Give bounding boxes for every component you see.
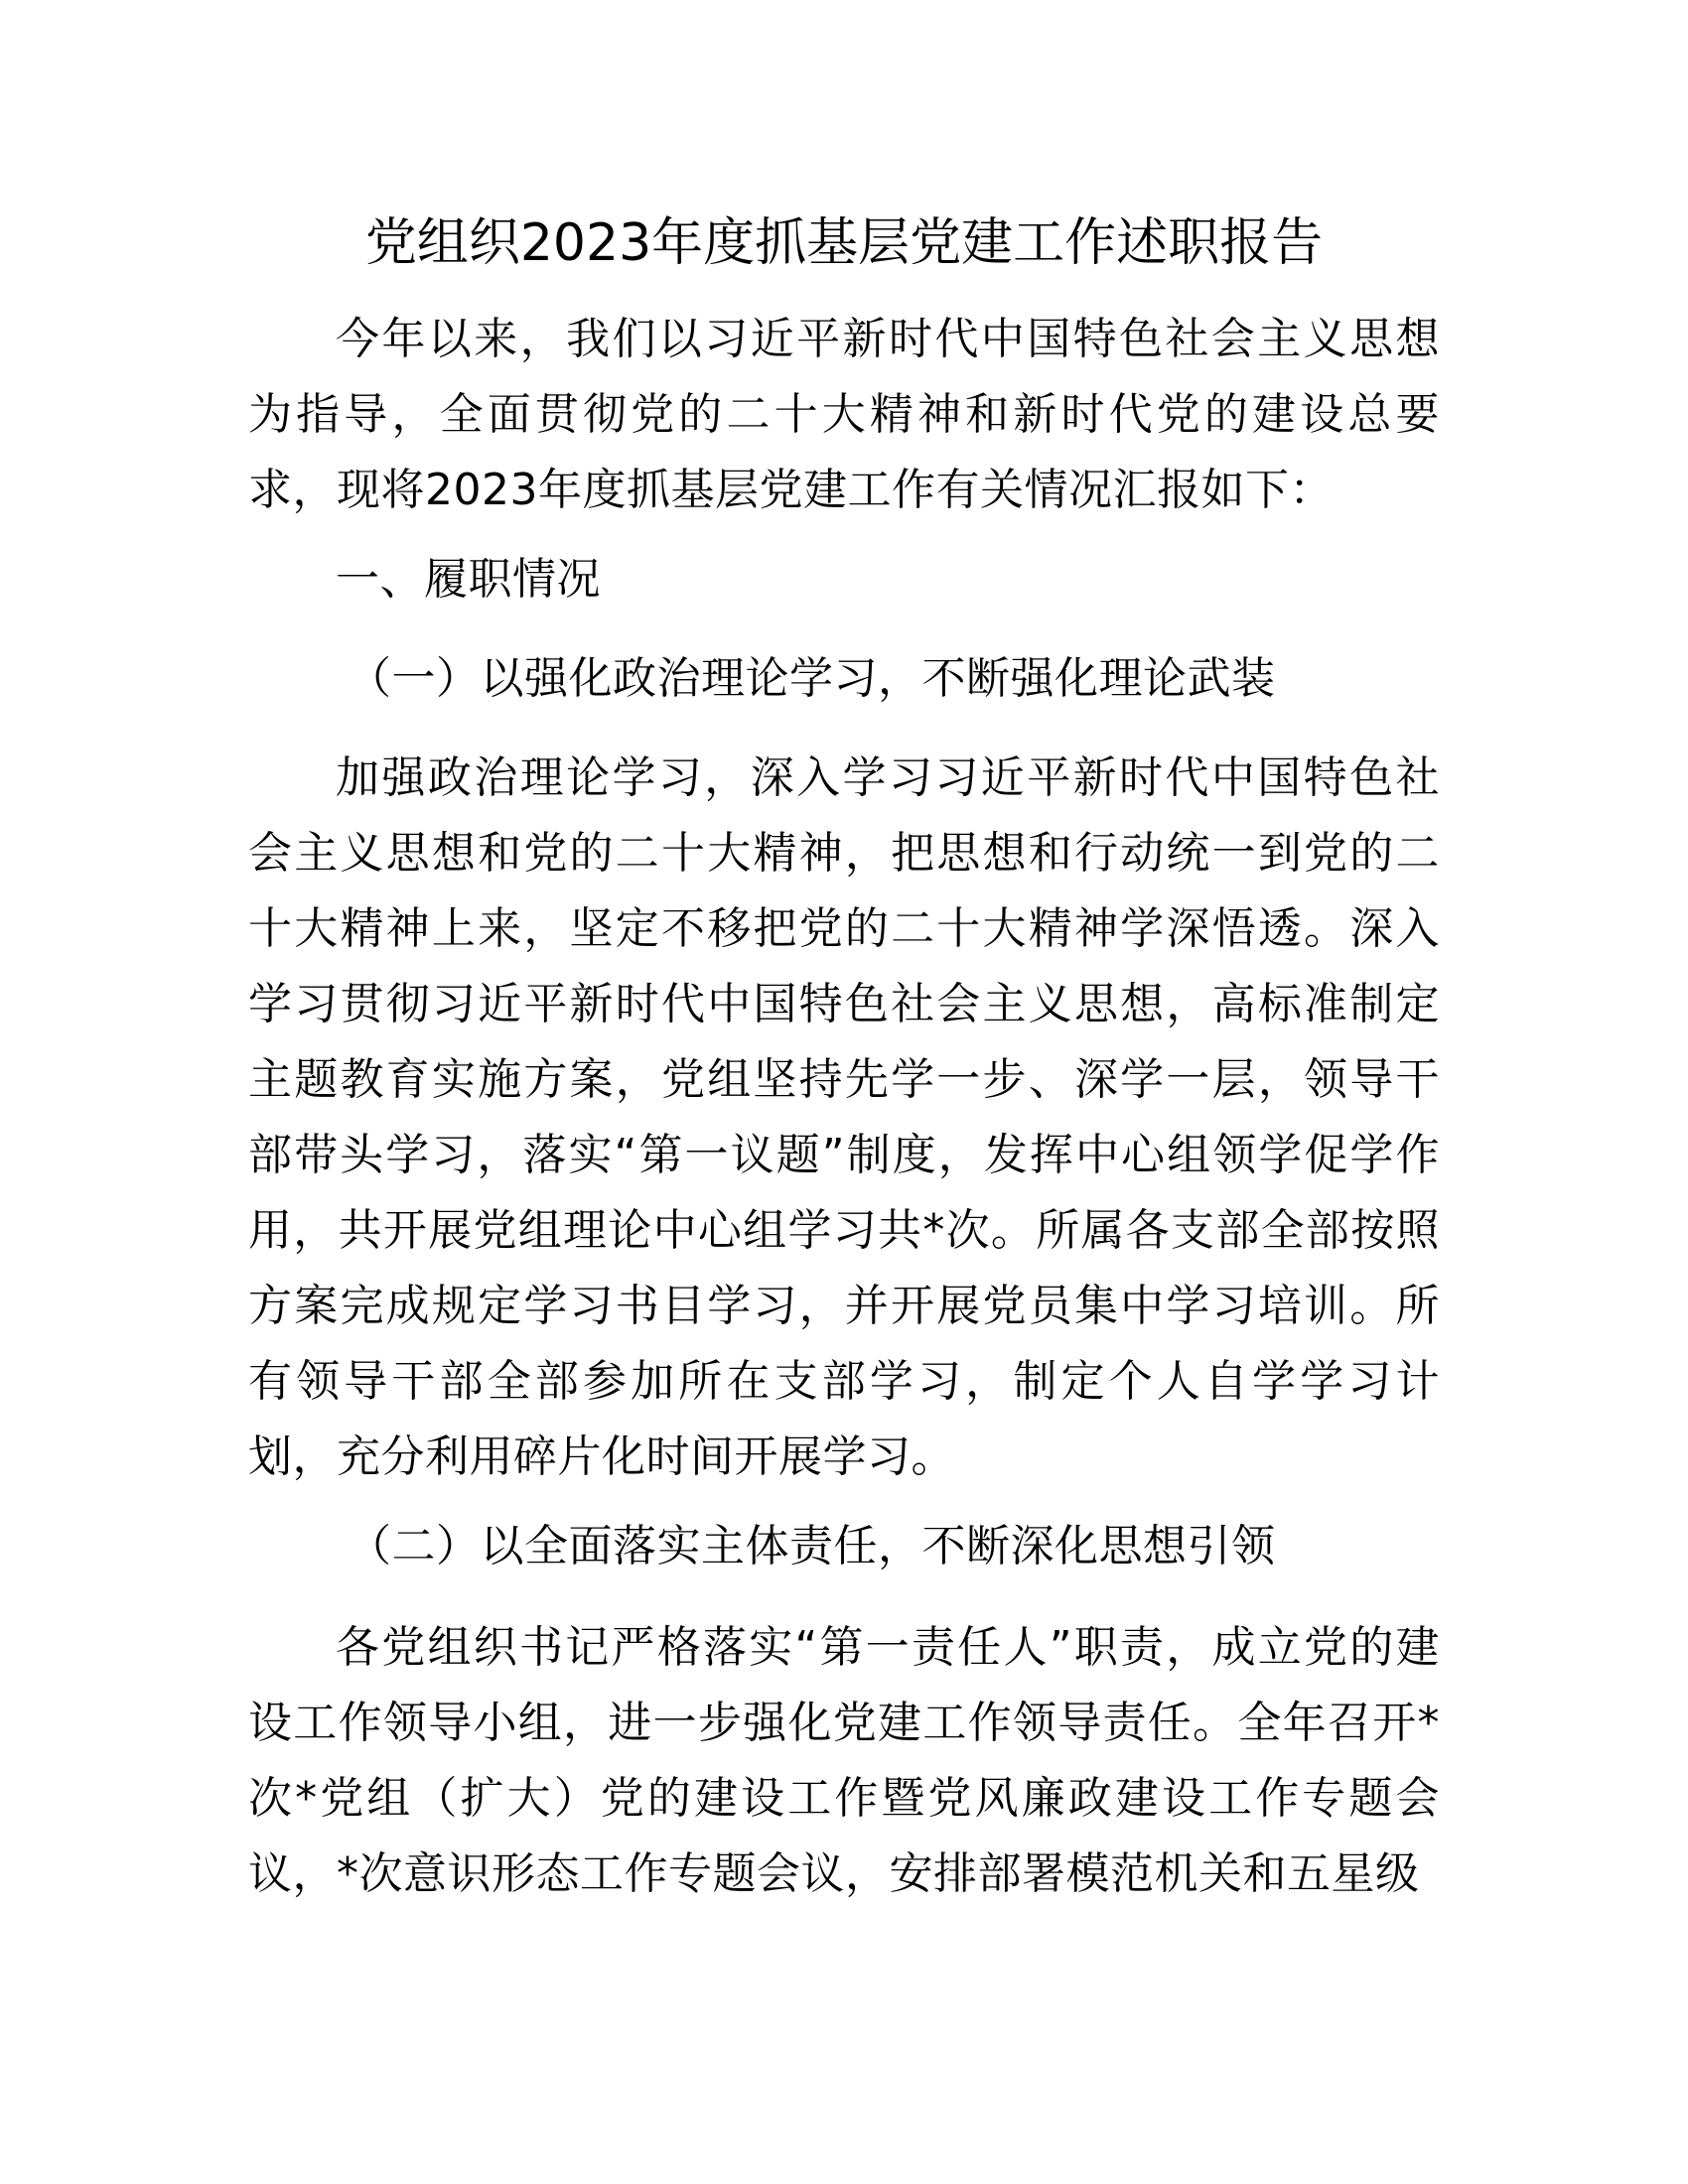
document-title: 党组织2023年度抓基层党建工作述职报告 [364,213,1324,273]
section-heading: 一、履职情况 [336,554,601,605]
subsection-paragraph-2: 各党组织书记严格落实“第一责任人”职责，成立党的建设工作领导小组，进一步强化党建工作领导责任。全年召开*次*党组（扩大）党的建设工作暨党风廉政建设工作专题会议，*次意识形态工作专题会议，安排部署模范机关和五星级 [248,1622,1440,1899]
subsection-heading-2: （二）以全面落实主体责任，不断深化思想引领 [348,1521,1276,1571]
subsection-heading-1: （一）以强化政治理论学习，不断强化理论武装 [348,653,1276,704]
intro-paragraph: 今年以来，我们以习近平新时代中国特色社会主义思想为指导，全面贯彻党的二十大精神和新时代党的建设总要求，现将2023年度抓基层党建工作有关情况汇报如下： [248,314,1440,515]
subsection-paragraph-1: 加强政治理论学习，深入学习习近平新时代中国特色社会主义思想和党的二十大精神，把思想和行动统一到党的二十大精神上来，坚定不移把党的二十大精神学深悟透。深入学习贯彻习近平新时代中国特色社会主义思想，高标准制定主题教育实施方案，党组坚持先学一步、深学一层，领导干部带头学习，落实“第一议题”制度，发挥中心组领学促学作用，共开展党组理论中心组学习共*次。所属各支部全部按照方案完成规定学习书目学习，并开展党员集中学习培训。所有领导干部全部参加所在支部学习，制定个人自学学习计划，充分利用碎片化时间开展学习。 [248,752,1440,1482]
